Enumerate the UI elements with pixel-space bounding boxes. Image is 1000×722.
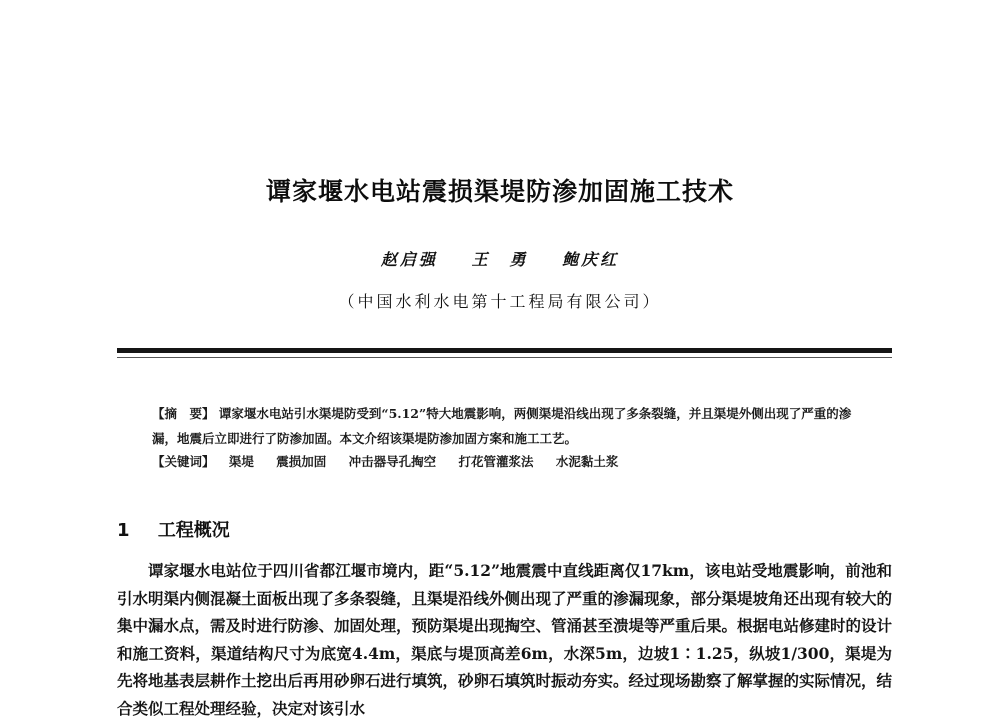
abstract-block — [152, 401, 872, 451]
keywords-block — [152, 452, 872, 472]
header-divider-thick — [117, 348, 892, 353]
section-heading — [117, 516, 230, 542]
author-affiliation: （中国水利水电第十工程局有限公司） — [338, 292, 662, 311]
keyword: 打花管灌浆法 — [458, 454, 534, 469]
keywords-label: 【关键词】 — [152, 454, 215, 469]
abstract-label: 【摘 要】 — [152, 406, 215, 421]
author-name: 赵启强 — [380, 250, 438, 269]
author-name: 王 勇 — [471, 250, 529, 269]
keyword: 渠堤 — [228, 454, 254, 469]
body-paragraph: 谭家堰水电站位于四川省都江堰市境内，距“5.12”地震震中直线距离仅17km，该电站受地震影响，前池和引水明渠内侧混凝土面板出现了多条裂缝，且渠堤沿线外侧出现了严重的渗漏现象，部分渠堤坡角还出现有较大的集中漏水点，需及时进行防渗、加固处理，预防渠堤出现掏空、管涌甚至溃堤等严重后果。根据电站修建时的设计和施工资料，渠道结构尺寸为底宽4.4m，渠底与堤顶高差6m，水深5m，边坡1∶1.25，纵坡1/300，渠堤为先将地基表层耕作土挖出后再用砂卵石进行填筑，砂卵石填筑时振动夯实。经过现场勘察了解掌握的实际情况，结合类似工程处理经验，决定对该引水 — [117, 561, 893, 718]
abstract-text: 谭家堰水电站引水渠堤防受到“5.12”特大地震影响，两侧渠堤沿线出现了多条裂缝，并且渠堤外侧出现了严重的渗漏，地震后立即进行了防渗加固。本文介绍该渠堤防渗加固方案和施工工艺。 — [152, 406, 852, 446]
header-divider-thin — [117, 357, 892, 358]
paper-title: 谭家堰水电站震损渠堤防渗加固施工技术 — [265, 177, 734, 206]
section-title: 工程概况 — [157, 520, 230, 541]
keyword: 水泥黏土浆 — [555, 454, 619, 469]
keyword: 冲击器导孔掏空 — [348, 454, 437, 469]
section-number: 1 — [117, 520, 130, 541]
author-list — [0, 247, 1000, 270]
author-name: 鲍庆红 — [562, 250, 620, 269]
keyword: 震损加固 — [276, 454, 327, 469]
